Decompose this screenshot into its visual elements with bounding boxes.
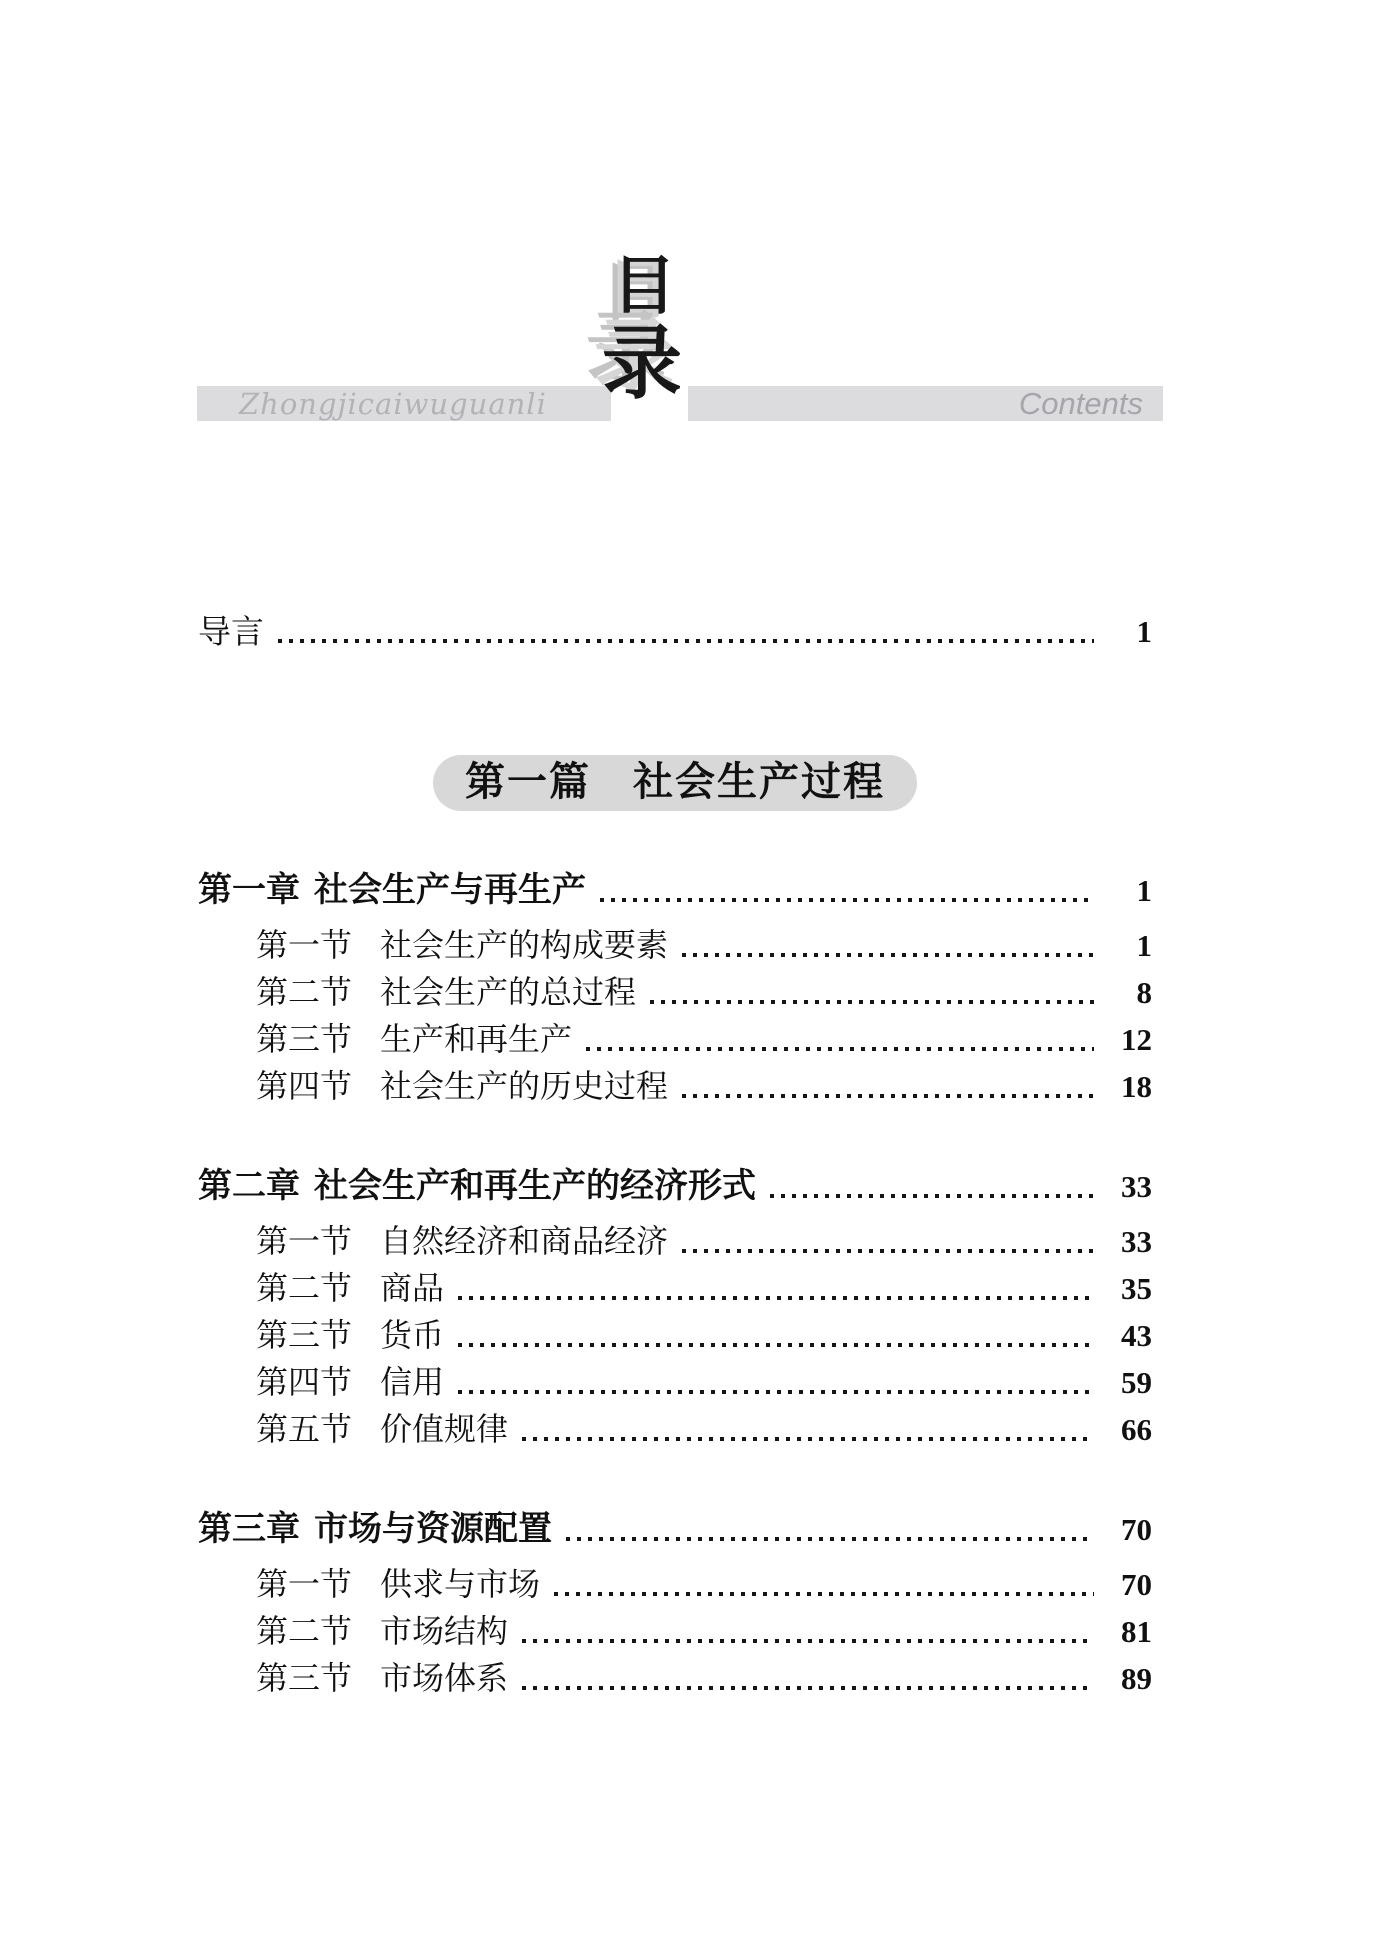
dot-leader — [458, 1343, 1094, 1347]
chapter-page-number: 70 — [1121, 1511, 1152, 1547]
title-char-lu: 录 — [602, 319, 682, 408]
section-page-number: 89 — [1121, 1660, 1152, 1696]
toc-entry-section — [198, 1060, 1152, 1107]
chapter-title: 市场与资源配置 — [314, 1511, 552, 1548]
toc-entry-section — [198, 1605, 1152, 1652]
watermark-script-text: Zhongjicaiwuguanli — [239, 386, 547, 421]
chapter-label: 第三章 — [198, 1511, 300, 1548]
dot-leader — [522, 1639, 1094, 1643]
toc-entry-section — [198, 1356, 1152, 1403]
section-title: 信用 — [380, 1364, 445, 1400]
toc-entry-chapter — [198, 1163, 1152, 1207]
section-page-number: 43 — [1121, 1317, 1152, 1353]
header-band-right — [688, 386, 1163, 421]
section-label: 第二节 — [256, 1270, 353, 1306]
section-page-number: 70 — [1121, 1566, 1152, 1602]
section-label: 第四节 — [256, 1068, 353, 1104]
title-char-mu: 目 — [612, 250, 676, 322]
section-page-number: 66 — [1121, 1411, 1152, 1447]
section-title: 生产和再生产 — [380, 1021, 573, 1057]
part-badge-wrapper — [198, 755, 1152, 811]
intro-page-number: 1 — [1136, 613, 1152, 649]
chapters-container — [198, 867, 1152, 1699]
dot-leader — [682, 1094, 1094, 1098]
toc-entry-chapter — [198, 867, 1152, 911]
chapter-label: 第一章 — [198, 872, 300, 909]
toc-entry-section — [198, 1403, 1152, 1450]
toc-entry-section — [198, 1558, 1152, 1605]
toc-entry-intro — [198, 610, 1152, 652]
toc-entry-section — [198, 1013, 1152, 1060]
header-band-left — [197, 386, 611, 421]
section-page-number: 12 — [1121, 1021, 1152, 1057]
intro-label: 导言 — [198, 613, 264, 651]
chapter-page-number: 1 — [1136, 872, 1152, 908]
chapter-page-number: 33 — [1121, 1168, 1152, 1204]
dot-leader — [586, 1047, 1094, 1051]
section-page-number: 81 — [1121, 1613, 1152, 1649]
chapter-title: 社会生产和再生产的经济形式 — [314, 1168, 756, 1205]
section-page-number: 1 — [1136, 927, 1152, 963]
dot-leader — [650, 1000, 1094, 1004]
section-label: 第一节 — [256, 1223, 353, 1259]
toc-entry-section — [198, 919, 1152, 966]
section-title: 商品 — [380, 1270, 445, 1306]
dot-leader — [554, 1592, 1094, 1596]
section-title: 社会生产的历史过程 — [380, 1068, 669, 1104]
toc-entry-chapter — [198, 1506, 1152, 1550]
part-badge: 第一篇 社会生产过程 — [433, 755, 917, 811]
section-title: 社会生产的构成要素 — [380, 927, 669, 963]
section-label: 第三节 — [256, 1317, 353, 1353]
chapter-label: 第二章 — [198, 1168, 300, 1205]
dot-leader — [458, 1296, 1094, 1300]
dot-leader — [566, 1537, 1094, 1541]
dot-leader — [522, 1686, 1094, 1690]
section-label: 第三节 — [256, 1021, 353, 1057]
section-title: 市场结构 — [380, 1613, 509, 1649]
toc-entry-section — [198, 1215, 1152, 1262]
toc-entry-section — [198, 1309, 1152, 1356]
dot-leader — [682, 953, 1094, 957]
toc-entry-section — [198, 1652, 1152, 1699]
section-page-number: 59 — [1121, 1364, 1152, 1400]
sections-container — [198, 1558, 1152, 1699]
toc-list — [198, 610, 1152, 1699]
section-page-number: 18 — [1121, 1068, 1152, 1104]
section-label: 第一节 — [256, 1566, 353, 1602]
contents-label: Contents — [1018, 385, 1143, 421]
section-label: 第二节 — [256, 1613, 353, 1649]
toc-entry-section — [198, 966, 1152, 1013]
section-title: 市场体系 — [380, 1660, 509, 1696]
section-label: 第二节 — [256, 974, 353, 1010]
section-title: 价值规律 — [380, 1411, 509, 1447]
dot-leader — [458, 1390, 1094, 1394]
sections-container — [198, 1215, 1152, 1450]
section-label: 第五节 — [256, 1411, 353, 1447]
dot-leader — [682, 1249, 1094, 1253]
section-title: 社会生产的总过程 — [380, 974, 637, 1010]
section-title: 自然经济和商品经济 — [380, 1223, 669, 1259]
section-label: 第一节 — [256, 927, 353, 963]
dot-leader — [522, 1437, 1094, 1441]
dot-leader — [600, 898, 1094, 902]
section-title: 供求与市场 — [380, 1566, 541, 1602]
chapter-title: 社会生产与再生产 — [314, 872, 586, 909]
section-page-number: 33 — [1121, 1223, 1152, 1259]
dot-leader — [770, 1194, 1094, 1198]
dot-leader — [278, 639, 1094, 643]
section-label: 第四节 — [256, 1364, 353, 1400]
section-label: 第三节 — [256, 1660, 353, 1696]
section-title: 货币 — [380, 1317, 445, 1353]
section-page-number: 8 — [1136, 974, 1152, 1010]
section-page-number: 35 — [1121, 1270, 1152, 1306]
sections-container — [198, 919, 1152, 1107]
toc-entry-section — [198, 1262, 1152, 1309]
